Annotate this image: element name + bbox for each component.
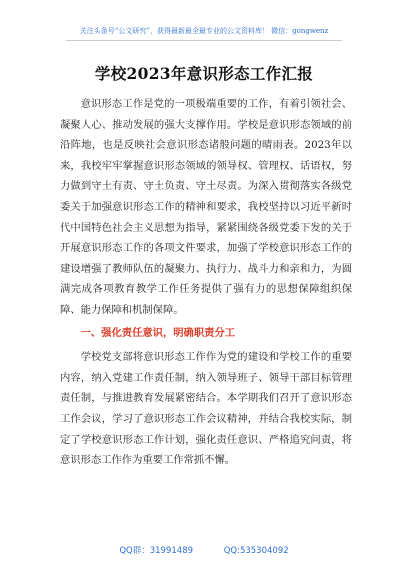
document-body [60,94,352,471]
promo-banner[interactable]: 关注头条号“公文研究”，获得最新最全最专业的公文资料库！ 微信：gongwenz [66,24,342,41]
document-title: 学校2023年意识形态工作汇报 [94,64,314,83]
section-paragraph: 学校党支部将意识形态工作作为党的建设和学校工作的重要内容，纳入党建工作责任制，纳入领导班子、领导干部目标管理责任制，与推进教育发展紧密结合。本学期我们召开了意识形态工作会议，学习了意识形态工作会议精神，并结合我校实际，制定了学校意识形态工作计划，强化责任意识、严格追究问责，将意识形态工作作为重要工作常抓不懈。 [60,351,352,467]
section-heading: 一、强化责任意识，明确职责分工 [80,326,236,339]
footer-contact [0,544,408,556]
footer-qq-group: QQ群：31991489 [119,546,194,556]
footer-qq: QQ:535304092 [223,546,289,556]
intro-paragraph: 意识形态工作是党的一项极端重要的工作，有着引领社会、凝聚人心、推动发展的强大支撑作用。学校是意识形态领域的前沿阵地，也是反映社会意识形态诸般问题的晴雨表。2023年以来，我校牢牢掌握意识形态领域的领导权、管理权、话语权，努力做到守土有责、守土负责、守土尽责。为深入贯彻落实各级党委关于加强意识形态工作的精神和要求，我校坚持以习近平新时代中国特色社会主义思想为指导，紧紧围绕各级党委下发的关于开展意识形态工作的各项文件要求，加强了学校意识形态工作的建设增强了教师队伍的凝聚力、执行力、战斗力和亲和力，为圆满完成各项教育教学工作任务提供了强有力的思想保障组织保障、能力保障和机制保障。 [60,98,352,316]
